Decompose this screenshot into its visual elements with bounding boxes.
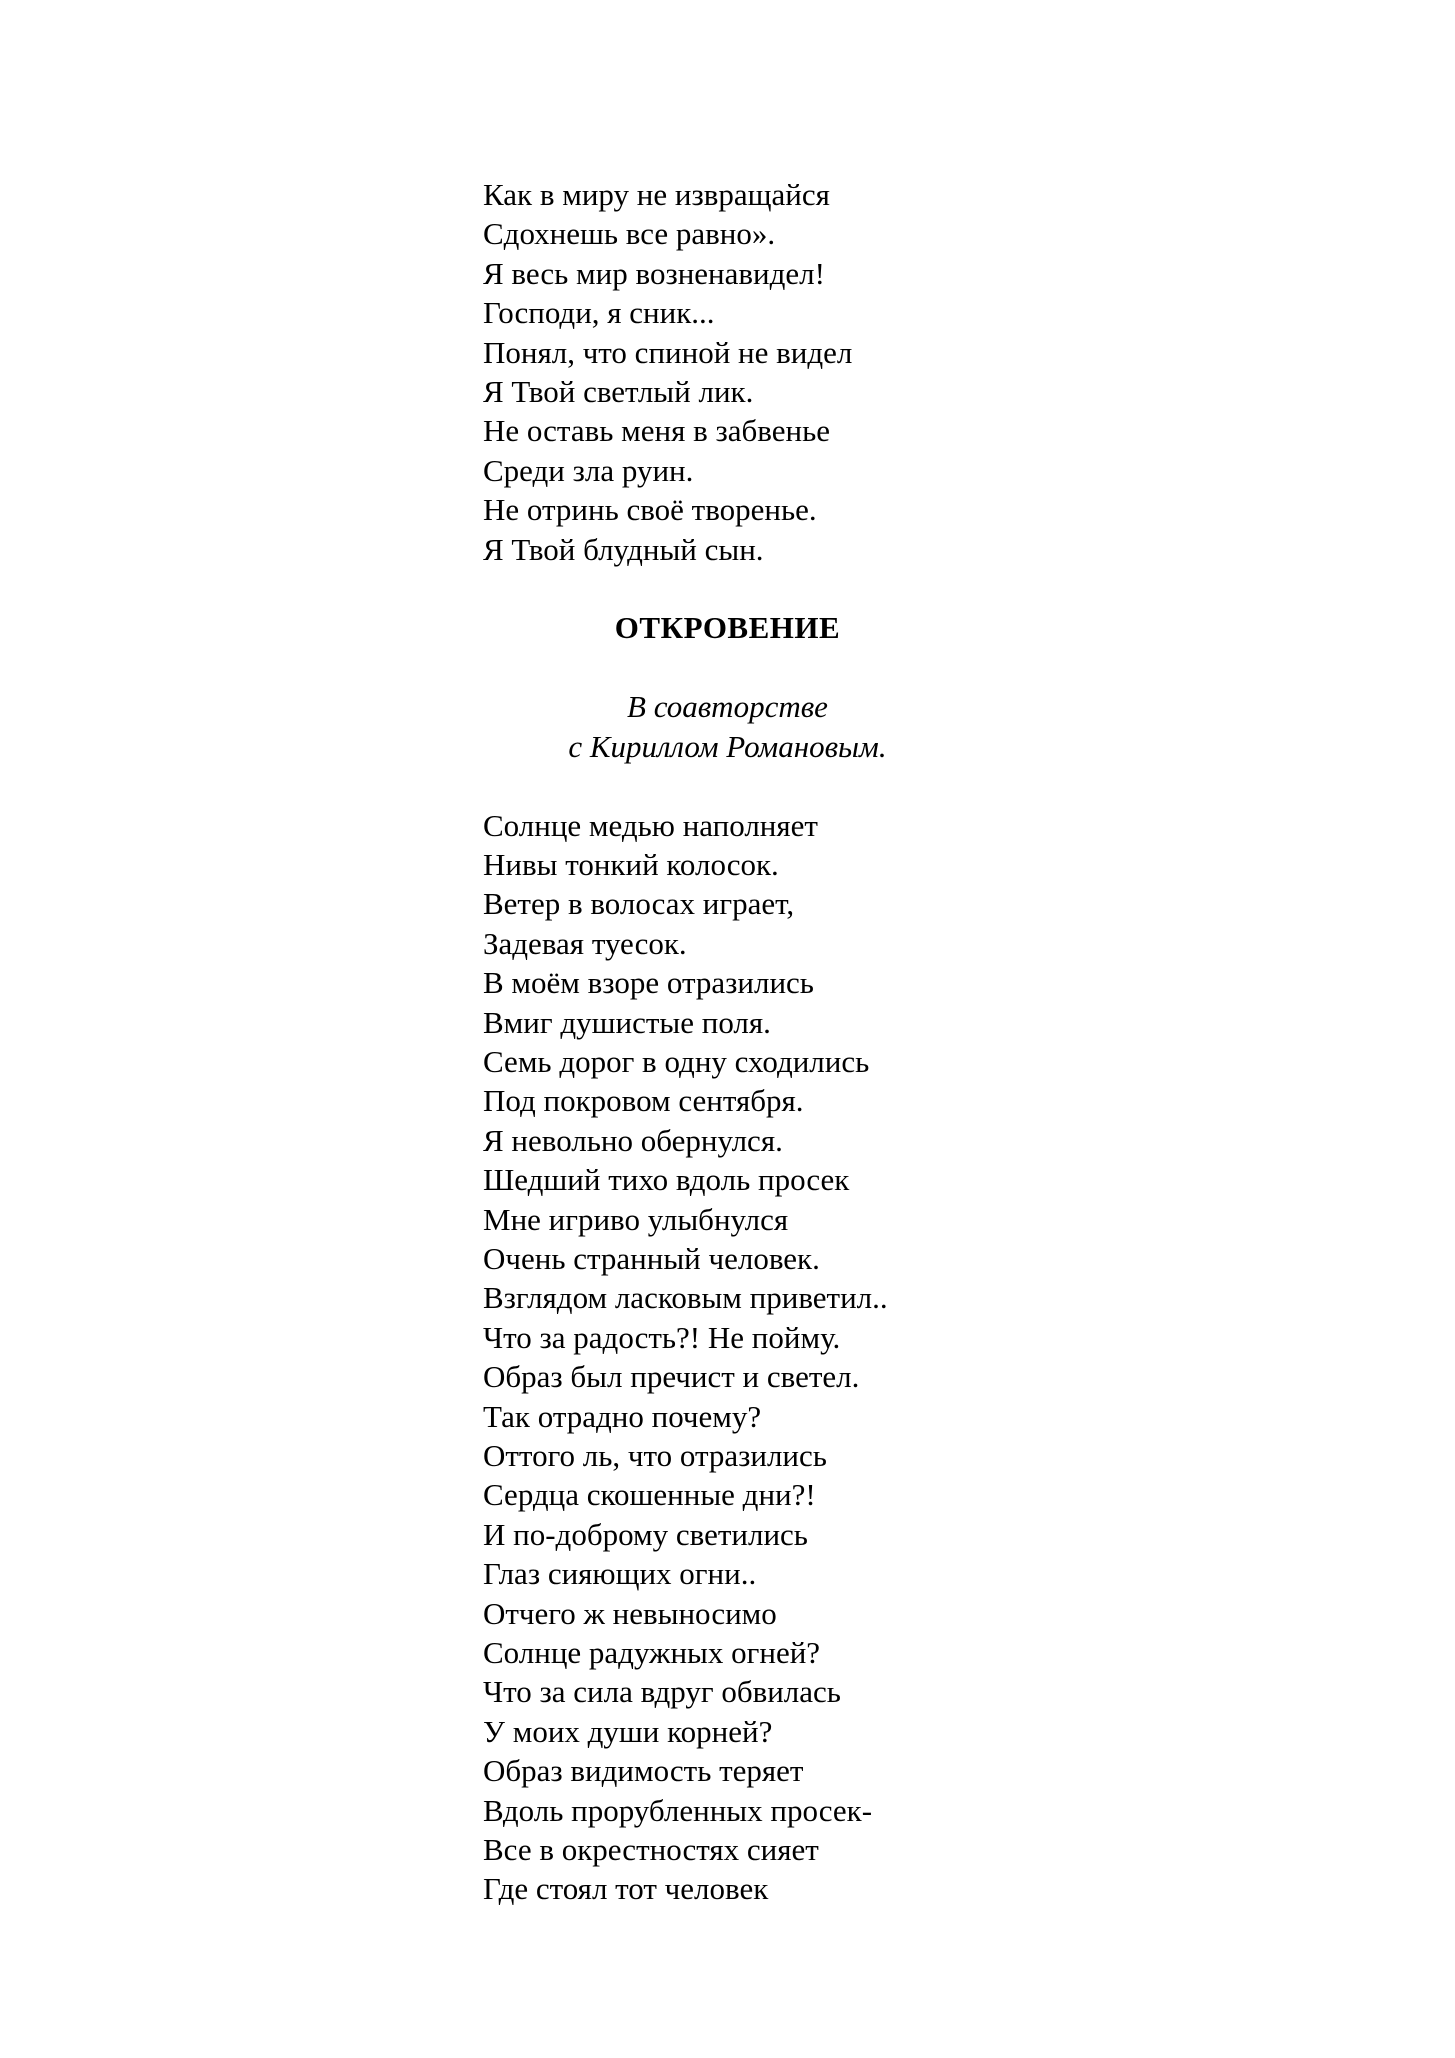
poem-line: Шедший тихо вдоль просек [483,1162,850,1198]
poem-line: Очень странный человек. [483,1240,820,1276]
poem-line: Взглядом ласковым приветил.. [483,1280,888,1316]
poem-line: Под покровом сентября. [483,1083,804,1119]
poem-line: Понял, что спиной не видел [483,334,853,370]
poem-page-text [0,175,1455,1909]
poem-line: Я Твой блудный сын. [483,531,764,567]
poem-line: Я невольно обернулся. [483,1122,783,1158]
poem-line: Сердца скошенные дни?! [483,1477,816,1513]
poem-line: У моих души корней? [483,1713,773,1749]
poem-line: Образ был пречист и светел. [483,1359,860,1395]
subtitle-line: с Кириллом Романовым. [568,728,887,764]
poem-line: Мне игриво улыбнулся [483,1201,789,1237]
poem-line: Нивы тонкий колосок. [483,846,779,882]
poem-line: Я Твой светлый лик. [483,374,754,410]
poem-line: Задевая туесок. [483,925,687,961]
poem-line: Солнце медью наполняет [483,807,818,843]
poem-line: Что за сила вдруг обвилась [483,1674,841,1710]
poem-line: Господи, я сник... [483,295,715,331]
poem-line: Среди зла руин. [483,452,694,488]
poem-line: Все в окрестностях сияет [483,1832,819,1868]
poem-line: Солнце радужных огней? [483,1635,821,1671]
poem-line: Не оставь меня в забвенье [483,413,830,449]
poem-line: Образ видимость теряет [483,1753,804,1789]
poem-line: Семь дорог в одну сходились [483,1043,870,1079]
poem-line: Где стоял тот человек [483,1871,769,1907]
poem-line: Ветер в волосах играет, [483,886,795,922]
poem-line: Не отринь своё творенье. [483,492,817,528]
poem-line: Глаз сияющих огни.. [483,1556,757,1592]
poem-line: Я весь мир возненавидел! [483,255,825,291]
poem-line: Сдохнешь все равно». [483,216,776,252]
blank-line [0,766,1455,805]
poem-line: Как в миру не извращайся [483,177,830,212]
blank-line [0,569,1455,608]
poem-line: Оттого ль, что отразились [483,1438,827,1473]
poem-line: Вдоль прорубленных просек- [483,1792,873,1828]
poem-line: В моём взоре отразились [483,965,814,1001]
poem-line: Вмиг душистые поля. [483,1004,771,1040]
poem-line: Что за радость?! Не пойму. [483,1319,841,1355]
subtitle-line: В соавторстве [627,689,828,725]
blank-line [0,648,1455,687]
poem-line: И по-доброму светились [483,1516,808,1552]
section-title: ОТКРОВЕНИЕ [614,610,841,646]
poem-line: Так отрадно почему? [483,1398,762,1434]
poem-line: Отчего ж невыносимо [483,1595,777,1631]
